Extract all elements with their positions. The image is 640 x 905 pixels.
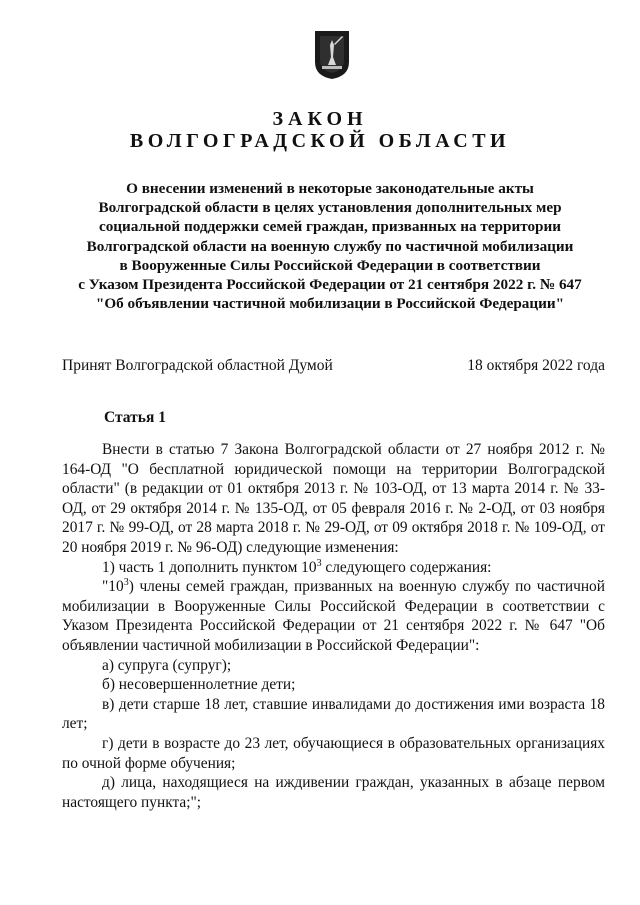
document-title: ЗАКОН: [272, 108, 368, 130]
document-region: ВОЛГОГРАДСКОЙ ОБЛАСТИ: [129, 130, 511, 152]
subject-line: социальной поддержки семей граждан, призванных на территории: [98, 218, 562, 236]
list-item: а) супруга (супруг);: [102, 656, 232, 674]
coat-of-arms-icon: [314, 30, 350, 80]
subject-line: с Указом Президента Российской Федерации от 21 сентября 2022 г. № 647: [78, 276, 582, 294]
subject-line: Волгоградской области на военную службу по частичной мобилизации: [86, 237, 574, 255]
superscript: 3: [316, 557, 322, 569]
list-item: б) несовершеннолетние дети;: [102, 676, 296, 694]
list-item: д) лица, находящиеся на иждивении граждан, указанных в абзаце первом настоящего пункта;";: [62, 774, 605, 811]
item-text: 1) часть 1 дополнить пунктом 10: [102, 558, 317, 576]
superscript: 3: [123, 577, 129, 589]
article-intro: Внести в статью 7 Закона Волгоградской области от 27 ноября 2012 г. № 164-ОД "О бесплатной юридической помощи на территории Волгоградской области" (в редакции от 01 октября 2013 г. № 103-ОД, от 13 марта 2014 г. № 33-ОД, от 29 октября 2014 г. № 135-ОД, от 05 февраля 2016 г. № 2-ОД, от 03 ноября 2017 г. № 99-ОД, от 28 марта 2018 г. № 29-ОД, от 09 октября 2018 г. № 109-ОД, от 20 ноября 2019 г. № 96-ОД) следующие изменения:: [62, 441, 605, 556]
adoption-line: [62, 357, 605, 375]
item-text: следующего содержания:: [321, 558, 492, 576]
new-point: [62, 577, 605, 655]
law-subject: [60, 179, 600, 313]
adoption-date: 18 октября 2022 года: [467, 357, 605, 374]
point-text: ) члены семей граждан, призванных на военную службу по частичной мобилизации в Вооруженные Силы Российской Федерации в соответствии с Указом Президента Российской Федерации от 21 сентября 2022 г. № 647 "Об объявлении частичной мобилизации в Российской Федерации":: [62, 578, 605, 654]
subject-line: Волгоградской области в целях установления дополнительных мер: [98, 199, 562, 217]
subject-line: в Вооруженные Силы Российской Федерации в соответствии: [119, 256, 541, 274]
subject-line: О внесении изменений в некоторые законодательные акты: [126, 180, 534, 197]
article-heading: Статья 1: [104, 409, 166, 426]
point-text: "10: [102, 578, 124, 596]
subject-line: "Об объявлении частичной мобилизации в Российской Федерации": [95, 295, 565, 313]
list-item: в) дети старше 18 лет, ставшие инвалидами до достижения ими возраста 18 лет;: [62, 695, 605, 733]
amendment-item: [62, 558, 605, 578]
list-item: г) дети в возрасте до 23 лет, обучающиеся в образовательных организациях по очной форме обучения;: [62, 734, 605, 772]
adopted-by: Принят Волгоградской областной Думой: [62, 357, 333, 374]
article-body: [62, 440, 605, 812]
